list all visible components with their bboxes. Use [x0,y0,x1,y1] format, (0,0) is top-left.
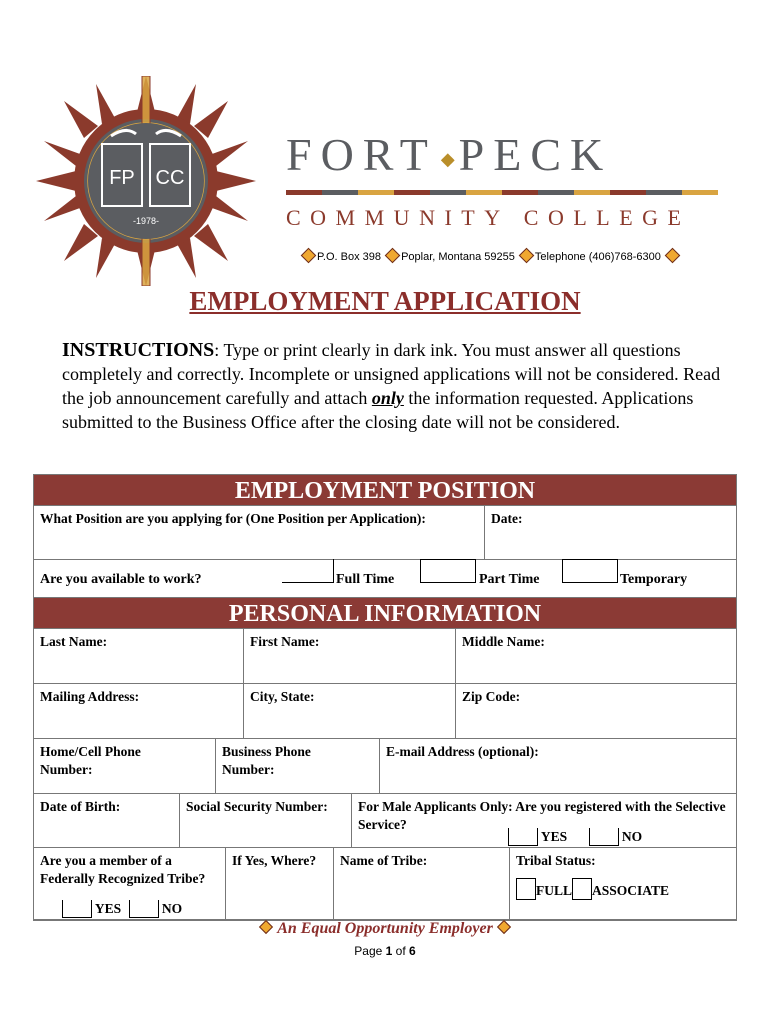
availability-label: Are you available to work? [40,572,202,587]
tribal-associate-checkbox[interactable] [572,878,592,900]
page-current: 1 [385,944,393,958]
selective-no-label: NO [621,829,643,844]
instructions-text-b: the information requested. Applications submitted to the Business Office after the closing date will not be considered. [62,388,694,432]
contact-line [300,250,681,263]
equal-opportunity-text: An Equal Opportunity Employer [277,920,493,937]
logo-initials-left: FP [109,167,135,189]
position-label: What Position are you applying for (One Position per Application): [40,511,426,526]
tribe-name-label: Name of Tribe: [340,853,428,868]
tribal-full-label: FULL [536,883,573,898]
middle-name-field[interactable] [456,629,736,683]
tribe-name-field[interactable] [334,848,510,919]
tribe-no-checkbox[interactable] [129,900,159,918]
page-total: 6 [409,944,416,958]
brand-bar-segment [538,190,574,195]
brand-bar-segment [610,190,646,195]
dob-label: Date of Birth: [40,799,121,814]
page-of: of [395,944,406,958]
city-state-field[interactable] [244,684,456,738]
college-name-fort: FORT [286,129,437,180]
tribe-member-field [34,848,226,919]
tribe-yes-label: YES [94,901,122,916]
zip-code-field[interactable] [456,684,736,738]
last-name-field[interactable] [34,629,244,683]
contact-po-box: P.O. Box 398 [317,251,382,263]
logo-year: -1978- [132,216,160,226]
business-phone-label: Business Phone [222,744,311,759]
business-phone-label-2: Number: [222,762,275,777]
brand-bar-segment [430,190,466,195]
first-name-field[interactable] [244,629,456,683]
instructions-only: only [371,388,404,408]
position-field[interactable] [34,506,485,559]
part-time-label: Part Time [479,572,540,587]
page-prefix: Page [354,944,383,958]
date-field[interactable] [485,506,736,559]
instructions-label: INSTRUCTIONS [62,339,215,361]
temporary-label: Temporary [620,572,688,587]
section-header-personal: PERSONAL INFORMATION [34,598,736,629]
tribal-status-field [510,848,736,919]
zip-code-label: Zip Code: [462,689,521,704]
ssn-label: Social Security Number: [186,799,328,814]
instructions [62,338,732,434]
page-title: EMPLOYMENT APPLICATION [189,286,581,316]
application-form [33,474,737,921]
diamond-icon [385,248,401,264]
selective-yes-checkbox[interactable] [508,828,538,846]
selective-service-label: For Male Applicants Only: Are you registered with the Selective Service? [358,799,726,832]
logo-initials-right: CC [155,167,185,189]
page-number [0,944,770,958]
brand-color-bar [286,190,718,195]
brand-bar-segment [322,190,358,195]
college-name-line2: COMMUNITY COLLEGE [286,205,691,230]
brand-bar-segment [502,190,538,195]
tribal-full-checkbox[interactable] [516,878,536,900]
temporary-checkbox[interactable] [562,559,618,583]
brand-bar-segment [574,190,610,195]
college-name-peck: PECK [458,129,613,180]
college-logo [36,76,256,286]
brand-bar-segment [682,190,718,195]
full-time-checkbox[interactable] [282,559,334,583]
date-label: Date: [491,511,523,526]
tribal-status-label: Tribal Status: [516,853,596,868]
instructions-text-a: : Type or print clearly in dark ink. You must answer all questions completely and correctly. Incomplete or unsigned applications will not be considered. Read the job announcement carefully and attach [62,340,721,408]
full-time-label: Full Time [336,572,395,587]
diamond-icon [259,920,273,934]
availability-row [34,560,736,598]
business-phone-field[interactable] [216,739,380,793]
email-label: E-mail Address (optional): [386,744,539,759]
diamond-icon [301,248,317,264]
equal-opportunity-line [0,920,770,938]
email-field[interactable] [380,739,736,793]
diamond-icon [665,248,681,264]
brand-bar-segment [646,190,682,195]
brand-bar-segment [358,190,394,195]
contact-phone: Telephone (406)768-6300 [534,251,661,263]
home-phone-label: Home/Cell Phone [40,744,141,759]
contact-city: Poplar, Montana 59255 [401,251,515,263]
if-yes-label: If Yes, Where? [232,853,317,868]
brand-bar-segment [394,190,430,195]
ssn-field[interactable] [180,794,352,847]
diamond-icon [519,248,535,264]
diamond-icon [497,920,511,934]
middle-name-label: Middle Name: [462,634,545,649]
selective-yes-label: YES [540,829,568,844]
last-name-label: Last Name: [40,634,108,649]
selective-service-field [352,794,736,847]
city-state-label: City, State: [250,689,315,704]
tribal-associate-label: ASSOCIATE [592,883,670,898]
home-phone-label-2: Number: [40,762,93,777]
selective-no-checkbox[interactable] [589,828,619,846]
dob-field[interactable] [34,794,180,847]
first-name-label: First Name: [250,634,320,649]
diamond-icon: ◆ [440,148,455,169]
mailing-address-label: Mailing Address: [40,689,140,704]
tribe-no-label: NO [161,901,183,916]
mailing-address-field[interactable] [34,684,244,738]
tribe-yes-checkbox[interactable] [62,900,92,918]
college-name-line1 [286,128,612,181]
home-phone-field[interactable] [34,739,216,793]
brand-bar-segment [286,190,322,195]
brand-bar-segment [466,190,502,195]
part-time-checkbox[interactable] [420,559,476,583]
if-yes-where-field[interactable] [226,848,334,919]
tribe-member-label: Are you a member of a Federally Recognized Tribe? [40,853,206,886]
section-header-employment: EMPLOYMENT POSITION [34,475,736,506]
